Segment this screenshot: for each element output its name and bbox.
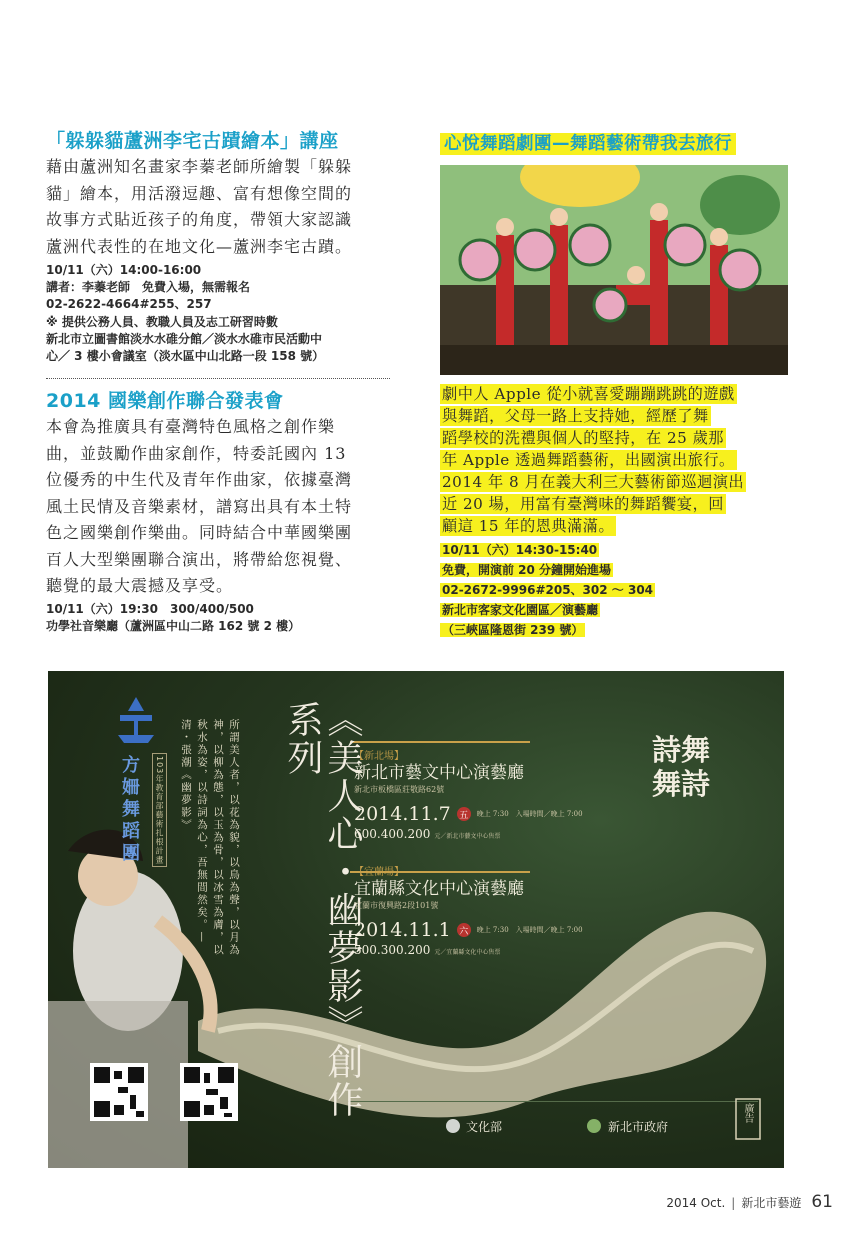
event-venue: 功學社音樂廳（蘆洲區中山二路 162 號 2 樓） (46, 618, 301, 633)
show-date: 2014.11.7 (354, 803, 451, 825)
event-venue: 新北市立圖書館淡水水碓分館／淡水水碓市民活動中 (46, 331, 323, 346)
footer-separator: | (731, 1196, 736, 1210)
show-date-row (354, 803, 654, 825)
show-weekday: 五 (457, 807, 471, 821)
text-line: 聽覺的最大震撼及享受。 (46, 576, 234, 596)
event-time: 10/11（六）14:00-16:00 (46, 263, 202, 277)
issue-date: 2014 Oct. (666, 1196, 726, 1210)
troupe-name: 方姍舞蹈團 (119, 755, 140, 865)
ad-stamp: 廣告 (742, 1103, 753, 1123)
event-description (46, 414, 390, 600)
text-line: 貓」繪本，用活潑逗趣、富有想像空間的 (46, 183, 353, 203)
event-title: 2014 國樂創作聯合發表會 (46, 390, 284, 413)
text-line (440, 449, 788, 471)
highlight-line: 近 20 場，用富有臺灣味的舞蹈饗宴，回 (442, 495, 724, 513)
event-info (440, 539, 788, 639)
show-card-yilan (354, 863, 654, 957)
show-date-row (354, 919, 654, 941)
info-line (440, 599, 788, 619)
event-description (440, 383, 788, 537)
event-info (46, 262, 390, 365)
slogan-line: 舞詩 (652, 767, 711, 801)
text-line (440, 383, 788, 405)
event-address: （三峽區隆恩街 239 號） (442, 623, 584, 637)
show-address: 新北市板橋區莊敬路62號 (354, 785, 445, 794)
highlight-line: 劇中人 Apple 從小就喜愛蹦蹦跳跳的遊戲 (442, 385, 735, 403)
dancers-illustration (440, 165, 788, 375)
show-tag: 【宜蘭場】 (354, 867, 404, 878)
text-line (440, 515, 788, 537)
highlight-line: 年 Apple 透過舞蹈藝術，出國演出旅行。 (442, 451, 735, 469)
text-line: 蘆洲代表性的在地文化—蘆洲李宅古蹟。 (46, 236, 353, 256)
event-phone: 02-2672-9996#205、302 ～ 304 (442, 583, 654, 597)
show-price: 600.400.200 (354, 827, 431, 841)
text-line: 本會為推廣具有臺灣特色風格之創作樂 (46, 417, 336, 437)
info-line (440, 579, 788, 599)
text-line: 曲，並鼓勵作曲家創作，特委託國內 13 (46, 443, 347, 463)
poster-slogan (652, 733, 710, 801)
sponsor-ministry: 文化部 (466, 1120, 503, 1134)
poster-main-title: 《美人心・幽夢影》創作系列 (282, 701, 363, 1119)
text-line: 色之國樂創作樂曲。同時結合中華國樂團 (46, 523, 353, 543)
show-price-row (354, 827, 654, 841)
text-line: 百人大型樂團聯合演出，將帶給您視覺、 (46, 549, 353, 569)
show-price-note: 元／宜蘭縣文化中心售票 (434, 949, 501, 956)
text-line (440, 471, 788, 493)
text-line (440, 493, 788, 515)
show-time: 晚上 7:30 入場時間／晚上 7:00 (476, 810, 583, 818)
poster-subtitle: 103年教育部藝術扎根計畫 (152, 753, 167, 867)
info-line (440, 539, 788, 559)
page-footer (666, 1192, 833, 1212)
text-line: 位優秀的中生代及青年作曲家，依據臺灣 (46, 470, 353, 490)
magazine-name: 新北市藝遊 (741, 1196, 802, 1210)
event-venue: 心／ 3 樓小會議室（淡水區中山北路一段 158 號） (46, 349, 325, 364)
event-time: 10/11（六）14:30-15:40 (442, 543, 598, 557)
right-column (440, 131, 788, 639)
info-line (440, 619, 788, 639)
show-weekday: 六 (457, 923, 471, 937)
qr-code (90, 1063, 148, 1121)
show-time: 晚上 7:30 入場時間／晚上 7:00 (476, 926, 583, 934)
text-line: 風土民情及音樂素材，譜寫出具有本土特 (46, 496, 353, 516)
event-admission: 免費，開演前 20 分鐘開始進場 (442, 563, 612, 577)
event-poster (48, 671, 784, 1168)
event-time: 10/11（六）19:30 300/400/500 (46, 601, 254, 616)
section-divider (46, 378, 390, 379)
event-title: 心悅舞蹈劇團—舞蹈藝術帶我去旅行 (440, 133, 736, 155)
left-column (46, 128, 390, 635)
highlight-line: 2014 年 8 月在義大利三大藝術節巡迴演出 (442, 473, 745, 491)
slogan-line: 詩舞 (652, 733, 711, 767)
text-line (440, 405, 788, 427)
text-line: 藉由蘆洲知名畫家李蓁老師所繪製「躲躲 (46, 157, 353, 176)
show-price-note: 元／新北市藝文中心售票 (434, 833, 501, 840)
show-venue: 宜蘭縣文化中心演藝廳 (354, 879, 524, 899)
show-venue: 新北市藝文中心演藝廳 (354, 763, 524, 783)
event-speaker: 講者：李蓁老師 免費入場，無需報名 (46, 280, 251, 295)
show-date: 2014.11.1 (354, 919, 451, 941)
show-tag: 【新北場】 (354, 751, 404, 762)
event-venue: 新北市客家文化園區／演藝廳 (442, 603, 599, 617)
qr-code (180, 1063, 238, 1121)
dance-photo (440, 165, 788, 375)
info-line (440, 559, 788, 579)
event-info (46, 601, 390, 635)
text-line: 故事方式貼近孩子的角度，帶領大家認識 (46, 210, 353, 229)
highlight-line: 與舞蹈，父母一路上支持她，經歷了舞 (442, 407, 709, 425)
page-number: 61 (811, 1192, 833, 1212)
text-line (440, 427, 788, 449)
event-title: 「躲躲貓蘆洲李宅古蹟繪本」講座 (46, 130, 339, 152)
show-price-row (354, 943, 654, 957)
show-price: 500.300.200 (354, 943, 431, 957)
event-phone: 02-2622-4664#255、257 (46, 297, 212, 312)
event-note: ※ 提供公務人員、教職人員及志工研習時數 (46, 314, 278, 329)
event-description (46, 154, 390, 260)
sponsor-ntpc: 新北市政府 (608, 1120, 669, 1134)
show-card-newtaipei (354, 747, 654, 841)
poster-poem: 所謂美人者，以花為貌，以鳥為聲，以月為神，以柳為態，以玉為骨，以冰雪為膚，以秋水為姿，以詩詞為心，吾無間然矣。—清・張潮《幽夢影》 (180, 719, 240, 957)
highlight-line: 顧這 15 年的恩典滿滿。 (442, 517, 615, 535)
highlight-line: 蹈學校的洗禮與個人的堅持，在 25 歲那 (442, 429, 724, 447)
show-address: 宜蘭市復興路2段101號 (354, 901, 439, 910)
